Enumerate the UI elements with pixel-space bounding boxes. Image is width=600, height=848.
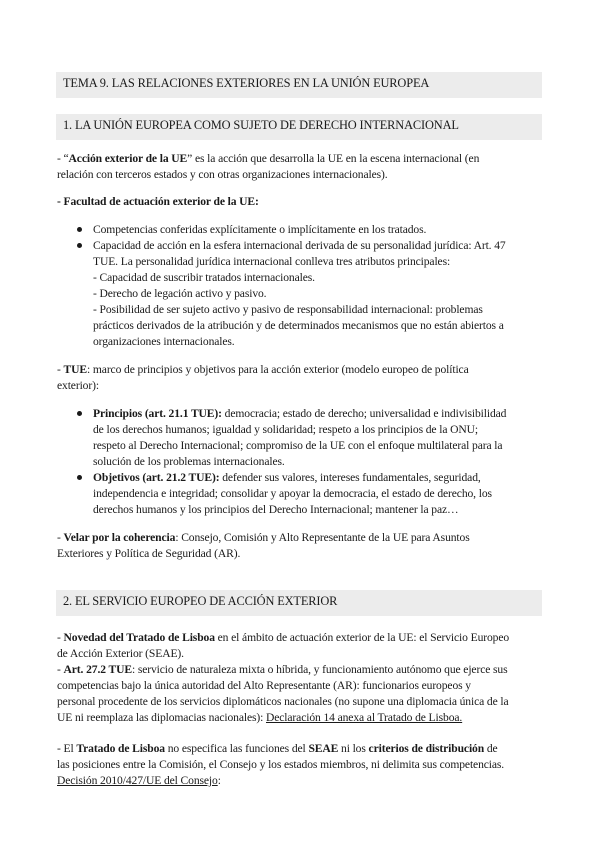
section-1-heading-bar bbox=[56, 114, 542, 140]
topic-title-bar bbox=[56, 72, 542, 98]
tue-term: TUE bbox=[63, 363, 88, 376]
art27-term: Art. 27.2 TUE bbox=[63, 663, 132, 676]
section-2-heading-bar bbox=[56, 590, 542, 616]
section-1-heading: 1. LA UNIÓN EUROPEA COMO SUJETO DE DERECHO INTERNACIONAL bbox=[63, 118, 459, 132]
declaracion-14-link[interactable]: Declaración 14 anexa al Tratado de Lisboa. bbox=[266, 711, 463, 724]
list-item: Competencias conferidas explícitamente o implícitamente en los tratados. bbox=[93, 222, 506, 238]
list-item: Objetivos (art. 21.2 TUE): defender sus valores, intereses fundamentales, seguridad, independencia e integridad; consolidar y apoyar la democracia, el estado de derecho, los derechos humanos y los principios del Derecho Internacional; mantener la paz… bbox=[93, 470, 506, 518]
decision-2010-link[interactable]: Decisión 2010/427/UE del Consejo bbox=[57, 774, 218, 787]
bullet-icon bbox=[77, 411, 82, 416]
tratado-lisboa-paragraph: - El Tratado de Lisboa no especifica las funciones del SEAE ni los criterios de distribución de las posiciones entre la Comisión, el Consejo y los estados miembros, ni delimita sus competencias. Decisión 2010/427/UE del Consejo: bbox=[57, 742, 505, 787]
coherencia-term: Velar por la coherencia bbox=[63, 531, 176, 544]
tue-list bbox=[93, 406, 506, 518]
bullet-icon bbox=[77, 243, 82, 248]
accion-exterior-term: Acción exterior de la UE bbox=[68, 152, 188, 165]
bullet-icon bbox=[77, 475, 82, 480]
list-item: Principios (art. 21.1 TUE): democracia; estado de derecho; universalidad e indivisibilidad de los derechos humanos; igualdad y solidaridad; respeto a los principios de la ONU; respeto al Derecho Internacional; compromiso de la UE con el enfoque multilateral para la solución de los problemas internacionales. bbox=[93, 406, 506, 470]
tue-paragraph: - TUE: marco de principios y objetivos para la acción exterior (modelo europeo de política exterior): bbox=[57, 363, 469, 392]
bullet-icon bbox=[77, 227, 82, 232]
accion-exterior-paragraph: - “Acción exterior de la UE” es la acción que desarrolla la UE en la escena internacional (en relación con terceros estados y con otras organizaciones internacionales). bbox=[57, 152, 480, 181]
section-2-heading: 2. EL SERVICIO EUROPEO DE ACCIÓN EXTERIOR bbox=[63, 594, 338, 608]
list-item: Capacidad de acción en la esfera internacional derivada de su personalidad jurídica: Art. 47 TUE. La personalidad jurídica internacional conlleva tres atributos principales: - Capacidad de suscribir tratados internacionales. - Derecho de legación activo y pasivo. - Posibilidad de ser sujeto activo y pasivo de responsabilidad internacional: problemas prácticos derivados de la atribución y de determinados mecanismos que no están abiertos a organizaciones internacionales. bbox=[93, 238, 506, 350]
facultad-heading: - Facultad de actuación exterior de la UE: bbox=[57, 195, 259, 208]
facultad-list bbox=[93, 222, 506, 350]
novedad-term: Novedad del Tratado de Lisboa bbox=[63, 631, 215, 644]
coherencia-paragraph: - Velar por la coherencia: Consejo, Comisión y Alto Representante de la UE para Asuntos Exteriores y Política de Seguridad (AR). bbox=[57, 531, 470, 560]
topic-title: TEMA 9. LAS RELACIONES EXTERIORES EN LA UNIÓN EUROPEA bbox=[63, 76, 430, 90]
novedad-paragraph: - Novedad del Tratado de Lisboa en el ámbito de actuación exterior de la UE: el Servicio Europeo de Acción Exterior (SEAE). - Art. 27.2 TUE: servicio de naturaleza mixta o híbrida, y funcionamiento autónomo que ejerce sus competencias bajo la única autoridad del Alto Representante (AR): funcionarios europeos y personal procedente de los servicios diplomáticos nacionales (no supone una diplomacia única de la UE ni reemplaza las diplomacias nacionales): Declaración 14 anexa al Tratado de Lisboa. bbox=[57, 631, 510, 724]
